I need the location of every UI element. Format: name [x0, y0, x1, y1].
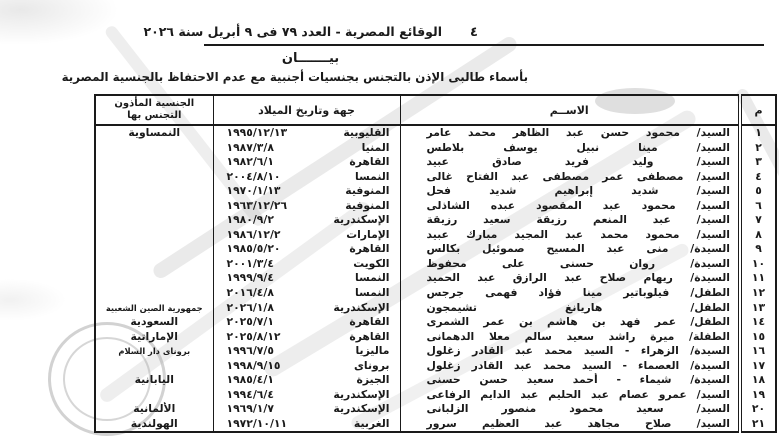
table-body — [95, 125, 776, 432]
birth-cell — [213, 213, 400, 228]
birth-cell — [213, 417, 400, 433]
birth-place: القليوبية — [343, 126, 390, 139]
birth-cell — [213, 199, 400, 214]
birth-place: القاهرة — [349, 315, 390, 329]
table-row — [95, 388, 776, 403]
granted-nationality — [95, 155, 213, 170]
applicant-name: السيدة/ شيماء - أحمد سعيد حسن حسنى — [400, 373, 740, 388]
birth-cell — [213, 388, 400, 403]
granted-nationality — [95, 286, 213, 301]
birth-cell — [213, 330, 400, 345]
table-row — [95, 271, 776, 286]
row-serial: ١٤ — [740, 315, 776, 330]
birth-cell — [213, 286, 400, 301]
birth-cell — [213, 125, 400, 141]
birth-place: الغربية — [353, 416, 390, 430]
applicant-name: الطفل/ عمر فهد بن هاشم بن عمر الشمرى — [400, 315, 740, 330]
granted-nationality — [95, 170, 213, 185]
table-row — [95, 199, 776, 214]
applicant-name: السيدة/ الزهراء - السيد محمد عبد القادر زغلول — [400, 344, 740, 359]
birth-date: ١٩٧٠/١/١٣ — [226, 184, 281, 198]
birth-date: ١٩٧٢/١٠/١١ — [226, 416, 288, 430]
granted-nationality — [95, 141, 213, 156]
birth-date: ٢٠٢٥/٧/١ — [226, 315, 274, 329]
applicant-name: السيدة/ منى عبد المسيح صموئيل بكالس — [400, 242, 740, 257]
birth-place: الإمارات — [346, 227, 390, 241]
birth-cell — [213, 359, 400, 374]
table-row — [95, 344, 776, 359]
granted-nationality — [95, 388, 213, 403]
granted-nationality: النمساوية — [128, 126, 181, 139]
granted-nationality — [95, 228, 213, 243]
col-header-nationality-line1: الجنسية المأذون — [114, 98, 195, 109]
table-row — [95, 141, 776, 156]
table-row — [95, 315, 776, 330]
birth-cell — [213, 344, 400, 359]
birth-place: ماليزيا — [355, 344, 390, 358]
applicant-name: السيد/ شديد إبراهيم شديد فحل — [400, 184, 740, 199]
row-serial: ١٣ — [740, 301, 776, 316]
birth-place: النمسا — [355, 169, 390, 183]
birth-date: ١٩٨٥/٥/٢٠ — [226, 242, 281, 256]
birth-date: ١٩٩٨/٩/١٥ — [226, 358, 281, 372]
birth-place: القاهرة — [349, 155, 390, 169]
table-row — [95, 286, 776, 301]
applicant-name: السيد/ محمود حسن عبد الظاهر محمد عامر — [400, 125, 740, 141]
row-serial: ١٥ — [740, 330, 776, 345]
applicant-name: السيد/ مينا نبيل يوسف بلاطس — [400, 141, 740, 156]
birth-date: ٢٠٠٤/٨/١٠ — [226, 169, 281, 183]
birth-cell — [213, 402, 400, 417]
birth-place: النمسا — [355, 285, 390, 299]
row-serial: ١٧ — [740, 359, 776, 374]
row-serial: ١٠ — [740, 257, 776, 272]
masthead-title: الوقائع المصرية - العدد ٧٩ فى ٩ أبريل سنة ٢٠٢٦ — [143, 24, 442, 39]
naturalization-table — [94, 94, 777, 433]
applicant-name: الطفل/ فيلوباتير مينا فؤاد فهمى جرجس — [400, 286, 740, 301]
applicant-name: السيدة/ العصماء - السيد محمد عبد القادر زغلول — [400, 359, 740, 374]
row-serial: ٩ — [740, 242, 776, 257]
table-row — [95, 373, 776, 388]
applicant-name: السيدة/ ريهام صلاح عبد الرازق عبد الحميد — [400, 271, 740, 286]
birth-date: ٢٠٢٦/١/٨ — [226, 300, 274, 314]
granted-nationality — [95, 271, 213, 286]
birth-cell — [213, 242, 400, 257]
granted-nationality: الإماراتية — [130, 329, 178, 343]
birth-date: ١٩٨٠/٩/٢ — [226, 213, 274, 227]
applicant-name: السيد/ وليد فريد صادق عبيد — [400, 155, 740, 170]
granted-nationality: الهولندية — [130, 416, 178, 430]
birth-place: المنوفية — [345, 184, 390, 198]
table-row — [95, 184, 776, 199]
table-row — [95, 170, 776, 185]
row-serial: ٢ — [740, 141, 776, 156]
table-row — [95, 359, 776, 374]
granted-nationality — [95, 213, 213, 228]
birth-cell — [213, 170, 400, 185]
birth-cell — [213, 373, 400, 388]
col-header-name: الاســم — [400, 95, 740, 125]
table-row — [95, 417, 776, 433]
birth-place: القاهرة — [349, 242, 390, 256]
table-row — [95, 155, 776, 170]
granted-nationality: جمهورية الصين الشعبية — [105, 302, 203, 313]
birth-place: الإسكندرية — [333, 387, 390, 401]
birth-date: ١٩٩٩/٩/٤ — [226, 271, 274, 285]
table-row — [95, 257, 776, 272]
birth-place: الإسكندرية — [333, 300, 390, 314]
table-row — [95, 125, 776, 141]
granted-nationality: الألمانية — [133, 402, 176, 416]
row-serial: ٦ — [740, 199, 776, 214]
granted-nationality: اليابانية — [134, 373, 174, 387]
granted-nationality — [95, 359, 213, 374]
row-serial: ١٨ — [740, 373, 776, 388]
granted-nationality — [95, 242, 213, 257]
applicant-name: السيد/ محمود محمد عبد المجيد مبارك عبيد — [400, 228, 740, 243]
row-serial: ٤ — [740, 170, 776, 185]
birth-date: ١٩٨٥/٤/١ — [226, 373, 274, 387]
birth-place: المنوفية — [345, 198, 390, 212]
birth-cell — [213, 155, 400, 170]
table-row — [95, 242, 776, 257]
col-header-nationality — [95, 95, 213, 125]
birth-date: ١٩٩٤/٦/٤ — [226, 387, 274, 401]
document-subtitle: بأسماء طالبى الإذن بالتجنس بجنسيات أجنبية مع عدم الاحتفاظ بالجنسية المصرية — [61, 70, 528, 84]
applicant-name: السيد/ عبد المنعم رزيقة سعيد رزيقة — [400, 213, 740, 228]
birth-place: بروناى — [354, 358, 390, 372]
birth-place: الإسكندرية — [333, 402, 390, 416]
birth-place: الجيزة — [356, 373, 390, 387]
birth-place: المنيا — [361, 140, 390, 154]
row-serial: ٥ — [740, 184, 776, 199]
granted-nationality: بروناى دار السلام — [118, 346, 191, 357]
col-header-nationality-line2: التجنس بها — [127, 110, 182, 121]
row-serial: ٣ — [740, 155, 776, 170]
table-row — [95, 402, 776, 417]
birth-cell — [213, 184, 400, 199]
birth-date: ١٩٨٧/٣/٨ — [226, 140, 274, 154]
row-serial: ١٩ — [740, 388, 776, 403]
row-serial: ٢١ — [740, 417, 776, 433]
table-row — [95, 228, 776, 243]
row-serial: ٧ — [740, 213, 776, 228]
row-serial: ١١ — [740, 271, 776, 286]
applicant-name: السيد/ سعيد محمود منصور الزلبانى — [400, 402, 740, 417]
row-serial: ١٦ — [740, 344, 776, 359]
granted-nationality — [95, 199, 213, 214]
col-header-serial: م — [740, 95, 776, 125]
birth-cell — [213, 141, 400, 156]
applicant-name: السيد/ مصطفى عمر مصطفى عبد الفتاح غالى — [400, 170, 740, 185]
birth-date: ١٩٨٦/١٢/٢ — [226, 227, 281, 241]
birth-date: ٢٠٠١/٣/٤ — [226, 256, 274, 270]
birth-cell — [213, 315, 400, 330]
birth-place: النمسا — [355, 271, 390, 285]
birth-date: ٢٠١٦/٤/٨ — [226, 285, 274, 299]
col-header-birth: جهة وتاريخ الميلاد — [213, 95, 400, 125]
section-title: بيـــــــان — [281, 51, 340, 66]
applicant-name: السيد/ محمود عبد المقصود عبده الشاذلى — [400, 199, 740, 214]
applicant-name: السيدة/ روان حسنى على محفوظ — [400, 257, 740, 272]
row-serial: ١٢ — [740, 286, 776, 301]
applicant-name: الطفل/ هاريانغ تشيمجون — [400, 301, 740, 316]
applicant-name: السيد/ صلاح مجاهد عبد العظيم سرور — [400, 417, 740, 433]
birth-date: ٢٠٢٥/٨/١٢ — [226, 329, 281, 343]
birth-cell — [213, 257, 400, 272]
birth-date: ١٩٩٥/١٢/١٣ — [226, 126, 288, 139]
birth-place: الكويت — [353, 256, 390, 270]
granted-nationality — [95, 257, 213, 272]
applicant-name: الطفلة/ ميرة راشد سعيد سالم معلا الدهمانى — [400, 330, 740, 345]
page-number: ٤ — [470, 25, 478, 40]
birth-date: ١٩٦٩/١/٧ — [226, 402, 274, 416]
birth-place: الإسكندرية — [333, 213, 390, 227]
row-serial: ٨ — [740, 228, 776, 243]
table-row — [95, 213, 776, 228]
birth-place: القاهرة — [349, 329, 390, 343]
birth-date: ١٩٨٢/٦/١ — [226, 155, 274, 169]
birth-cell — [213, 271, 400, 286]
birth-date: ١٩٦٣/١٢/٢٦ — [226, 198, 288, 212]
granted-nationality — [95, 184, 213, 199]
granted-nationality: السعودية — [130, 315, 179, 329]
birth-cell — [213, 228, 400, 243]
masthead-rule — [204, 44, 764, 46]
row-serial: ١ — [740, 125, 776, 141]
table-row — [95, 301, 776, 316]
table-row — [95, 330, 776, 345]
birth-cell — [213, 301, 400, 316]
applicant-name: السيد/ عمرو عصام عبد الحليم عبد الدايم الرفاعى — [400, 388, 740, 403]
table-header-row — [95, 95, 776, 125]
birth-date: ١٩٩٦/٧/٥ — [226, 344, 274, 358]
row-serial: ٢٠ — [740, 402, 776, 417]
